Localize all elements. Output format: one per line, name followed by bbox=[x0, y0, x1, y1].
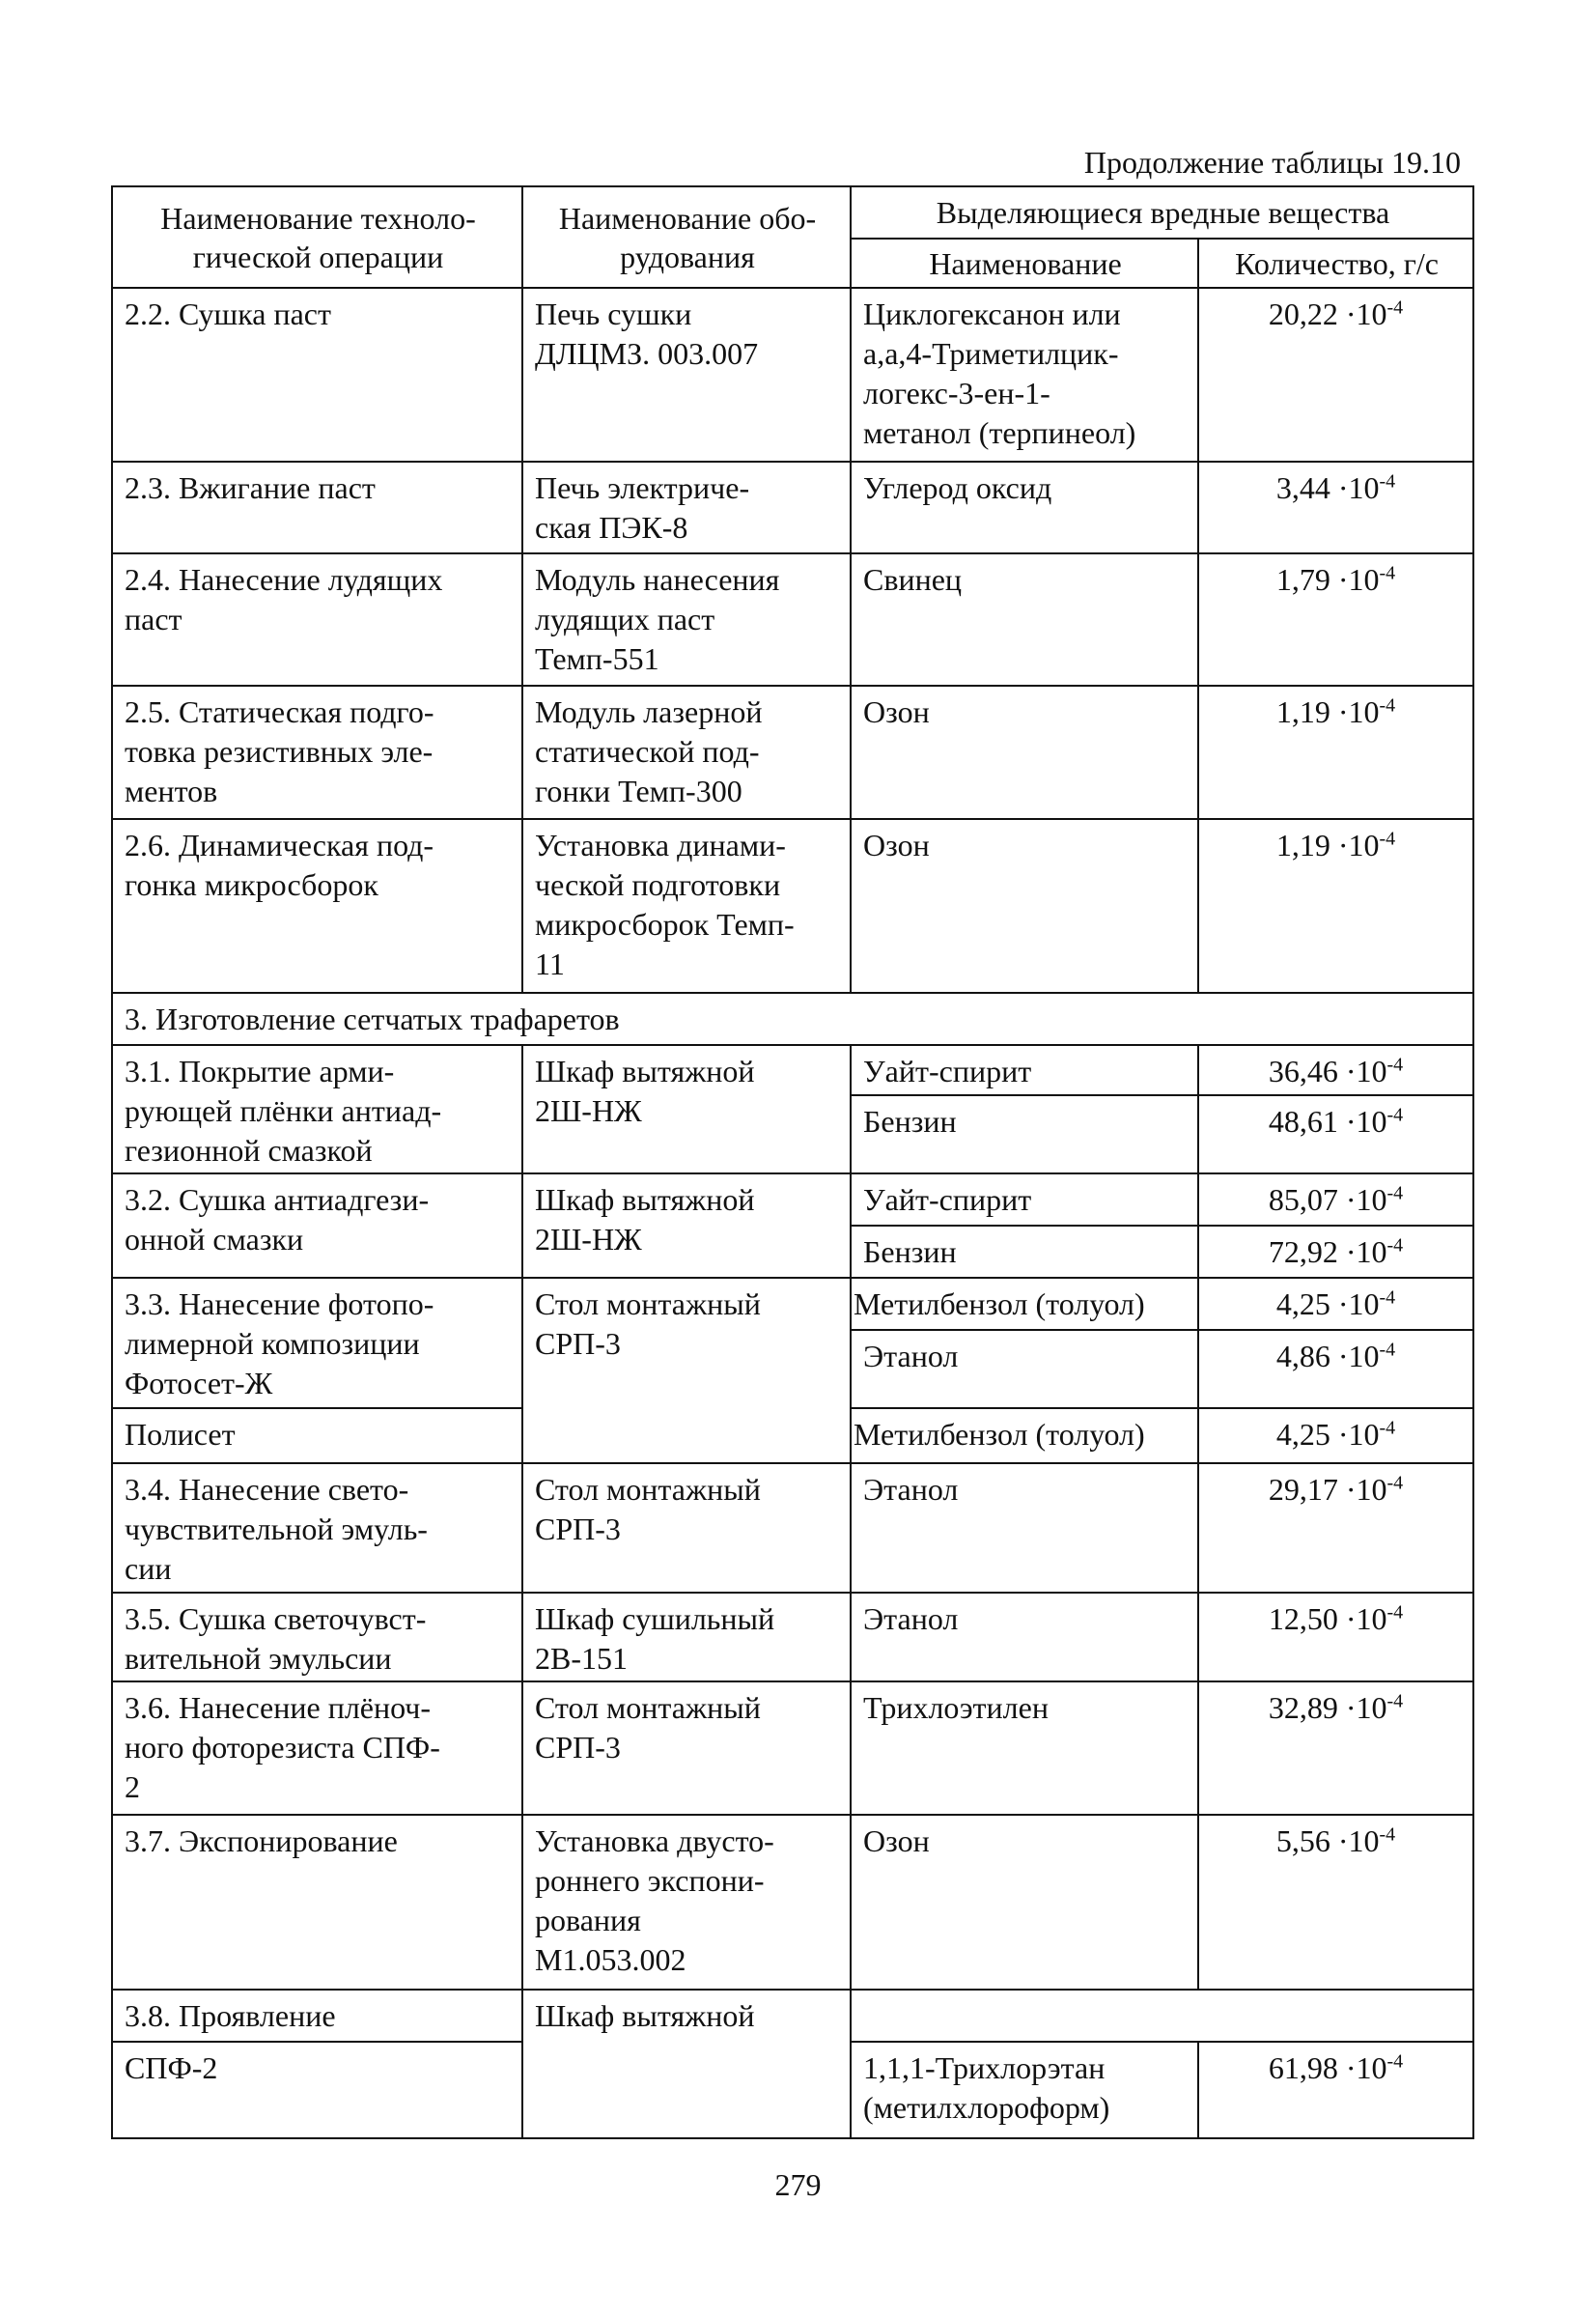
operation-cell: 3.8. Проявление bbox=[112, 1990, 522, 2042]
quantity-value: 1,79 ·10 bbox=[1275, 562, 1380, 597]
quantity-value: 1,19 ·10 bbox=[1275, 828, 1380, 862]
operation-cell: 3.5. Сушка светочувст- вительной эмульсии bbox=[112, 1593, 522, 1681]
quantity-cell bbox=[1198, 1593, 1473, 1681]
equipment-cell: Модуль лазерной статической под- гонки Темп-300 bbox=[522, 686, 851, 819]
quantity-cell bbox=[1198, 686, 1473, 819]
substance-cell: Озон bbox=[851, 819, 1198, 993]
quantity-cell bbox=[1198, 288, 1473, 462]
quantity-cell bbox=[1198, 1463, 1473, 1593]
quantity-cell bbox=[1198, 1408, 1473, 1463]
quantity-value: 29,17 ·10 bbox=[1268, 1472, 1387, 1507]
substance-cell: 1,1,1-Трихлорэтан (метилхлороформ) bbox=[851, 2042, 1198, 2138]
table-row bbox=[112, 1463, 1473, 1593]
quantity-exponent: -4 bbox=[1386, 1104, 1404, 1126]
table-row bbox=[112, 1173, 1473, 1226]
equipment-cell: Стол монтажный СРП-3 bbox=[522, 1681, 851, 1815]
quantity-value: 1,19 ·10 bbox=[1275, 694, 1380, 729]
operation-cell: 3.1. Покрытие арми- рующей плёнки антиад- гезионной смазкой bbox=[112, 1045, 522, 1173]
substance-cell: Бензин bbox=[851, 1095, 1198, 1173]
quantity-cell bbox=[1198, 462, 1473, 553]
operation-cell: 2.3. Вжигание паст bbox=[112, 462, 522, 553]
quantity-value: 72,92 ·10 bbox=[1268, 1234, 1387, 1269]
equipment-cell: Модуль нанесения лудящих паст Темп-551 bbox=[522, 553, 851, 686]
operation-cell: 2.6. Динамическая под- гонка микросборок bbox=[112, 819, 522, 993]
quantity-value: 4,86 ·10 bbox=[1275, 1339, 1380, 1373]
quantity-value: 20,22 ·10 bbox=[1268, 297, 1387, 331]
quantity-exponent: -4 bbox=[1386, 1234, 1404, 1257]
table-caption: Продолжение таблицы 19.10 bbox=[1083, 145, 1461, 180]
header-substance-name: Наименование bbox=[851, 239, 1198, 288]
quantity-cell bbox=[1198, 1815, 1473, 1990]
equipment-cell: Стол монтажный СРП-3 bbox=[522, 1278, 851, 1463]
equipment-cell: Установка динами- ческой подготовки микросборок Темп- 11 bbox=[522, 819, 851, 993]
substance-cell: Метилбензол (толуол) bbox=[851, 1278, 1198, 1330]
equipment-cell: Печь сушки ДЛЦМЗ. 003.007 bbox=[522, 288, 851, 462]
operation-cell: Полисет bbox=[112, 1408, 522, 1463]
header-substances: Выделяющиеся вредные вещества bbox=[851, 186, 1473, 239]
equipment-cell: Шкаф вытяжной bbox=[522, 1990, 851, 2138]
quantity-value: 36,46 ·10 bbox=[1268, 1054, 1387, 1088]
equipment-cell: Печь электриче- ская ПЭК-8 bbox=[522, 462, 851, 553]
operation-cell: 2.5. Статическая подго- товка резистивных эле- ментов bbox=[112, 686, 522, 819]
operation-cell: СПФ-2 bbox=[112, 2042, 522, 2138]
quantity-exponent: -4 bbox=[1386, 297, 1404, 319]
substance-cell: Уайт-спирит bbox=[851, 1045, 1198, 1095]
quantity-exponent: -4 bbox=[1379, 1286, 1396, 1309]
table-row bbox=[112, 1815, 1473, 1990]
substance-cell: Углерод оксид bbox=[851, 462, 1198, 553]
quantity-exponent: -4 bbox=[1386, 1472, 1404, 1494]
substance-cell: Метилбензол (толуол) bbox=[851, 1408, 1198, 1463]
table-row bbox=[112, 1681, 1473, 1815]
quantity-exponent: -4 bbox=[1379, 1823, 1396, 1846]
quantity-exponent: -4 bbox=[1379, 1417, 1396, 1439]
substance-cell: Бензин bbox=[851, 1226, 1198, 1278]
quantity-value: 32,89 ·10 bbox=[1268, 1690, 1387, 1725]
header-equipment: Наименование обо- рудования bbox=[522, 186, 851, 288]
substance-cell: Этанол bbox=[851, 1463, 1198, 1593]
operation-cell: 2.4. Нанесение лудящих паст bbox=[112, 553, 522, 686]
header-quantity: Количество, г/с bbox=[1198, 239, 1473, 288]
quantity-exponent: -4 bbox=[1379, 562, 1396, 584]
table-row bbox=[112, 1045, 1473, 1095]
operation-cell: 2.2. Сушка паст bbox=[112, 288, 522, 462]
header-operation: Наименование техноло- гической операции bbox=[112, 186, 522, 288]
operation-cell: 3.6. Нанесение плёноч- ного фоторезиста СПФ- 2 bbox=[112, 1681, 522, 1815]
quantity-cell bbox=[1198, 1681, 1473, 1815]
quantity-cell bbox=[1198, 1330, 1473, 1408]
harmful-substances-table bbox=[111, 185, 1474, 2139]
table-row bbox=[112, 1593, 1473, 1681]
equipment-cell: Шкаф сушильный 2В-151 bbox=[522, 1593, 851, 1681]
section-row bbox=[112, 993, 1473, 1045]
quantity-exponent: -4 bbox=[1386, 2050, 1404, 2073]
quantity-cell bbox=[1198, 1278, 1473, 1330]
equipment-cell: Установка двусто- роннего экспони- рования М1.053.002 bbox=[522, 1815, 851, 1990]
substance-cell: Озон bbox=[851, 686, 1198, 819]
page-number: 279 bbox=[774, 2167, 822, 2202]
quantity-exponent: -4 bbox=[1386, 1182, 1404, 1204]
quantity-value: 3,44 ·10 bbox=[1275, 470, 1380, 505]
quantity-value: 48,61 ·10 bbox=[1268, 1104, 1387, 1139]
header-row bbox=[112, 186, 1473, 239]
quantity-cell bbox=[1198, 553, 1473, 686]
quantity-cell bbox=[1198, 819, 1473, 993]
substance-cell: Уайт-спирит bbox=[851, 1173, 1198, 1226]
section-heading: 3. Изготовление сетчатых трафаретов bbox=[112, 993, 1473, 1045]
quantity-value: 85,07 ·10 bbox=[1268, 1182, 1387, 1217]
empty-cell bbox=[851, 1990, 1473, 2042]
quantity-exponent: -4 bbox=[1386, 1690, 1404, 1712]
table-row bbox=[112, 462, 1473, 553]
quantity-exponent: -4 bbox=[1379, 470, 1396, 493]
quantity-exponent: -4 bbox=[1386, 1054, 1404, 1076]
substance-cell: Озон bbox=[851, 1815, 1198, 1990]
table-row bbox=[112, 1278, 1473, 1330]
operation-cell: 3.7. Экспонирование bbox=[112, 1815, 522, 1990]
operation-cell: 3.4. Нанесение свето- чувствительной эмуль- сии bbox=[112, 1463, 522, 1593]
operation-cell: 3.2. Сушка антиадгези- онной смазки bbox=[112, 1173, 522, 1278]
quantity-cell bbox=[1198, 1173, 1473, 1226]
substance-cell: Этанол bbox=[851, 1330, 1198, 1408]
substance-cell: Свинец bbox=[851, 553, 1198, 686]
table-row bbox=[112, 553, 1473, 686]
quantity-cell bbox=[1198, 2042, 1473, 2138]
table-row bbox=[112, 686, 1473, 819]
equipment-cell: Шкаф вытяжной 2Ш-НЖ bbox=[522, 1045, 851, 1173]
equipment-cell: Шкаф вытяжной 2Ш-НЖ bbox=[522, 1173, 851, 1278]
quantity-value: 4,25 ·10 bbox=[1275, 1417, 1380, 1452]
quantity-exponent: -4 bbox=[1379, 1339, 1396, 1361]
quantity-value: 12,50 ·10 bbox=[1268, 1601, 1387, 1636]
table-row bbox=[112, 1990, 1473, 2042]
quantity-value: 5,56 ·10 bbox=[1275, 1823, 1380, 1858]
quantity-value: 61,98 ·10 bbox=[1268, 2050, 1387, 2085]
substance-cell: Трихлоэтилен bbox=[851, 1681, 1198, 1815]
substance-cell: Циклогексанон или а,а,4-Триметилцик- логекс-3-ен-1- метанол (терпинеол) bbox=[851, 288, 1198, 462]
table-row bbox=[112, 288, 1473, 462]
quantity-cell bbox=[1198, 1045, 1473, 1095]
operation-cell: 3.3. Нанесение фотопо- лимерной композиции Фотосет-Ж bbox=[112, 1278, 522, 1408]
quantity-exponent: -4 bbox=[1379, 694, 1396, 717]
substance-cell: Этанол bbox=[851, 1593, 1198, 1681]
table-row bbox=[112, 819, 1473, 993]
equipment-cell: Стол монтажный СРП-3 bbox=[522, 1463, 851, 1593]
quantity-exponent: -4 bbox=[1379, 828, 1396, 850]
quantity-cell bbox=[1198, 1095, 1473, 1173]
quantity-cell bbox=[1198, 1226, 1473, 1278]
quantity-exponent: -4 bbox=[1386, 1601, 1404, 1624]
quantity-value: 4,25 ·10 bbox=[1275, 1286, 1380, 1321]
